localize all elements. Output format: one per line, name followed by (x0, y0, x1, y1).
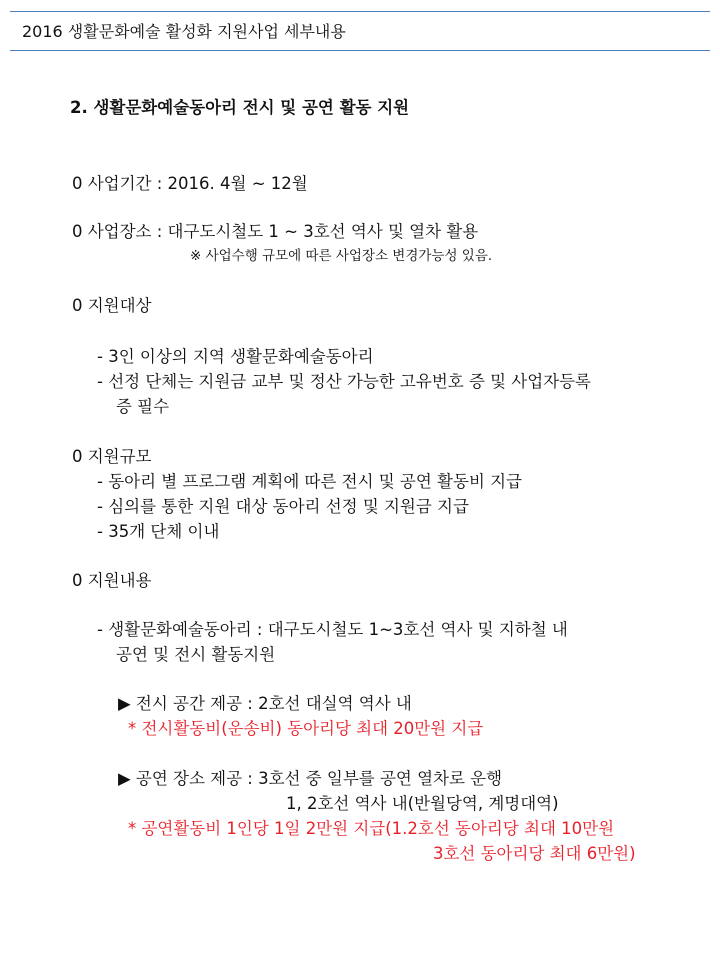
scale-item-2: - 심의를 통한 지원 대상 동아리 선정 및 지원금 지급 (97, 497, 469, 516)
target-item-2: - 선정 단체는 지원금 교부 및 정산 가능한 고유번호 증 및 사업자등록 (97, 372, 592, 391)
section-title: 2. 생활문화예술동아리 전시 및 공연 활동 지원 (70, 98, 410, 117)
scale-heading: 0 지원규모 (72, 447, 152, 466)
exhibit-fee: * 전시활동비(운송비) 동아리당 최대 20만원 지급 (128, 719, 484, 738)
target-item-2-cont: 증 필수 (116, 397, 170, 416)
target-heading: 0 지원대상 (72, 296, 152, 315)
scale-item-3: - 35개 단체 이내 (97, 522, 220, 541)
location-line: 0 사업장소 : 대구도시철도 1 ~ 3호선 역사 및 열차 활용 (72, 222, 479, 241)
scale-item-1: - 동아리 별 프로그램 계획에 따른 전시 및 공연 활동비 지급 (97, 472, 522, 491)
perform-fee: * 공연활동비 1인당 1일 2만원 지급(1.2호선 동아리당 최대 10만원 (128, 819, 615, 838)
content-item-line1: - 생활문화예술동아리 : 대구도시철도 1~3호선 역사 및 지하철 내 (97, 620, 568, 639)
location-note: ※ 사업수행 규모에 따른 사업장소 변경가능성 있음. (190, 248, 493, 264)
period-line: 0 사업기간 : 2016. 4월 ~ 12월 (72, 174, 308, 193)
content-heading: 0 지원내용 (72, 571, 152, 590)
page-header-title: 2016 생활문화예술 활성화 지원사업 세부내용 (22, 22, 346, 41)
perform-line: ▶ 공연 장소 제공 : 3호선 중 일부를 공연 열차로 운행 (118, 769, 503, 788)
perform-fee-cont: 3호선 동아리당 최대 6만원) (433, 844, 636, 863)
exhibit-line: ▶ 전시 공간 제공 : 2호선 대실역 역사 내 (118, 694, 412, 713)
target-item-1: - 3인 이상의 지역 생활문화예술동아리 (97, 347, 374, 366)
header-bottom-rule (10, 50, 710, 51)
perform-sub: 1, 2호선 역사 내(반월당역, 계명대역) (286, 794, 559, 813)
content-item-line2: 공연 및 전시 활동지원 (116, 645, 276, 664)
header-top-rule (10, 11, 710, 12)
